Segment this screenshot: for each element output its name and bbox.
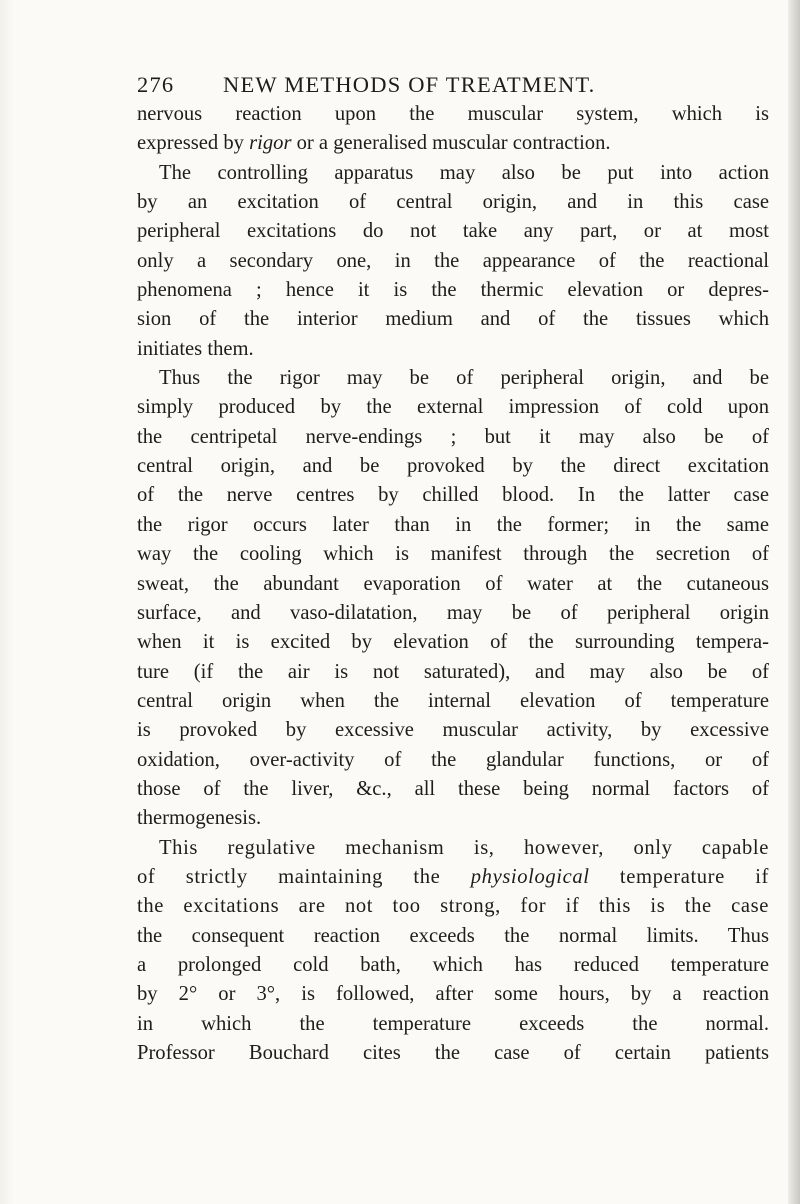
paragraph-1 [137, 100, 769, 364]
italic-term-rigor: rigor [249, 132, 292, 155]
text-line: Professor Bouchard cites the case of certain patients [137, 1042, 769, 1064]
text-line: simply produced by the external impression of cold upon [137, 396, 769, 419]
text-line: ture (if the air is not saturated), and may also be of [137, 660, 769, 683]
text-line: is provoked by excessive muscular activity, by excessive [137, 719, 769, 742]
text-line: This regulative mechanism is, however, only capable [159, 836, 769, 859]
running-title: NEW METHODS OF TREATMENT. [223, 72, 596, 97]
text-line: the rigor occurs later than in the former; in the same [137, 513, 769, 536]
text-line: the excitations are not too strong, for if this is the case [137, 895, 769, 918]
text-line: only a secondary one, in the appearance of the reactional [137, 249, 769, 272]
text-line: way the cooling which is manifest through the secretion of [137, 543, 769, 566]
running-header [137, 72, 769, 98]
text-line: when it is excited by elevation of the surrounding tempera- [137, 631, 769, 654]
text-run: of strictly maintaining the [137, 865, 441, 888]
text-line: nervous reaction upon the muscular system, which is [137, 103, 769, 125]
text-line-with-italic [137, 863, 769, 892]
text-line: peripheral excitations do not take any part, or at most [137, 220, 769, 243]
text-run: temperature if [619, 865, 770, 888]
text-line: surface, and vaso-dilatation, may be of peripheral origin [137, 601, 769, 624]
text-line: central origin, and be provoked by the direct excitation [137, 455, 769, 478]
scan-shadow-right [788, 0, 800, 1204]
text-line: the consequent reaction exceeds the normal limits. Thus [137, 924, 769, 947]
text-line: initiates them. [137, 337, 254, 360]
text-line: oxidation, over-activity of the glandular functions, or of [137, 748, 769, 771]
book-page [137, 72, 769, 1068]
text-line: of the nerve centres by chilled blood. In the latter case [137, 484, 769, 507]
text-line: central origin when the internal elevation of temperature [137, 689, 769, 712]
scan-shadow-left [0, 0, 14, 1204]
text-run: expressed by [137, 132, 244, 155]
text-line: the centripetal nerve-endings ; but it may also be of [137, 425, 769, 448]
text-line: a prolonged cold bath, which has reduced temperature [137, 953, 769, 976]
text-line: sion of the interior medium and of the tissues which [137, 308, 769, 331]
italic-term-physiological: physiological [470, 865, 590, 888]
text-line: phenomena ; hence it is the thermic elevation or depres- [137, 279, 769, 302]
text-run: or a generalised muscular contraction. [296, 132, 611, 155]
text-line: in which the temperature exceeds the normal. [137, 1012, 769, 1035]
text-line-with-italic [137, 129, 769, 158]
text-line: by an excitation of central origin, and in this case [137, 191, 769, 214]
paragraph-2 [137, 364, 769, 834]
paragraph-3 [137, 834, 769, 1069]
page-number: 276 [137, 72, 175, 97]
text-line: by 2° or 3°, is followed, after some hours, by a reaction [137, 983, 769, 1006]
text-line: those of the liver, &c., all these being normal factors of [137, 777, 769, 800]
text-line: Thus the rigor may be of peripheral origin, and be [159, 367, 769, 390]
text-line: thermogenesis. [137, 807, 262, 830]
text-line: sweat, the abundant evaporation of water at the cutaneous [137, 572, 769, 595]
text-line: The controlling apparatus may also be put into action [159, 161, 769, 184]
body-text [137, 100, 769, 1068]
